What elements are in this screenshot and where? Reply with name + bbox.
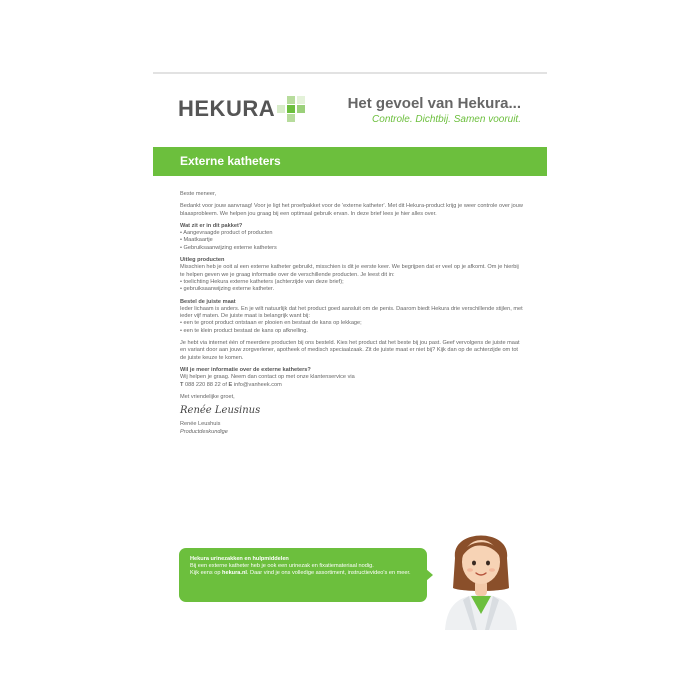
- banner-title: Externe katheters: [180, 154, 281, 168]
- products-heading: Uitleg producten: [180, 257, 225, 264]
- tagline-title: Het gevoel van Hekura...: [347, 95, 521, 112]
- signer-role: Productdeskundige: [180, 428, 228, 435]
- callout-text-end: . Daar vind je ons volledige assortiment, instructievideo's en meer.: [246, 570, 411, 576]
- email-label: E: [228, 381, 233, 388]
- logo-text: HEKURA: [178, 96, 276, 121]
- signer-name: Renée Leushuis: [180, 421, 221, 428]
- phone-number[interactable]: 088 220 88 22 of: [184, 381, 227, 388]
- title-banner: [153, 147, 547, 176]
- contact-line: [180, 382, 525, 389]
- callout-line2: [190, 570, 422, 577]
- package-heading: Wat zit er in dit pakket?: [180, 222, 243, 229]
- callout-bubble: [179, 548, 427, 602]
- callout-title: Hekura urinezakken en hulpmiddelen: [190, 556, 289, 562]
- top-divider: [153, 72, 547, 74]
- hekura-logo: [178, 96, 313, 122]
- products-list: [180, 279, 525, 294]
- logo-cross-icon: [277, 96, 313, 122]
- list-item: • Gebruiksaanwijzing externe katheters: [180, 245, 525, 252]
- letter-page: [153, 70, 547, 640]
- list-item: • Aangevraagde product of producten: [180, 230, 525, 237]
- site-link[interactable]: hekura.nl: [222, 570, 247, 576]
- tagline: [348, 95, 521, 125]
- list-item: • gebruiksaanwijzing externe katheter.: [180, 286, 525, 293]
- list-item: • toelichting Hekura externe katheters (achterzijde van deze brief);: [180, 279, 525, 286]
- list-item: • Maatkaartje: [180, 237, 525, 244]
- info-heading: Wil je meer informatie over de externe katheters?: [180, 366, 311, 373]
- info-text: Wij helpen je graag. Neem dan contact op met onze klantenservice via: [180, 374, 355, 381]
- pharmacist-illustration: [441, 518, 521, 630]
- size-heading: Bestel de juiste maat: [180, 298, 236, 305]
- email-address[interactable]: info@vanheek.com: [233, 381, 282, 388]
- order-paragraph: Je hebt via internet één of meerdere producten bij ons besteld. Kies het product dat het beste bij jou past. Geef vervolgens de juiste maat en variant door aan jouw zorgverlener, apotheek of medisch speciaalzaak. Zit de juiste maat er niet bij? Kijk dan op de achterzijde om tot de juiste keuze te komen.: [180, 340, 520, 361]
- signature: Renée Leusinus: [180, 405, 261, 417]
- greeting: Beste meneer,: [180, 191, 217, 197]
- size-list: [180, 320, 525, 335]
- bubble-tail: [426, 569, 433, 581]
- callout-line1: Bij een externe katheter heb je ook een urinezak en fixatiemateriaal nodig.: [190, 563, 374, 569]
- closing: Met vriendelijke groet,: [180, 393, 235, 400]
- phone-label: T: [180, 381, 184, 388]
- callout-text: Kijk eens op: [190, 570, 221, 576]
- list-item: • een te groot product ontstaan er plooien en bestaat de kans op lekkage;: [180, 320, 525, 327]
- letter-body: [180, 191, 525, 436]
- products-paragraph: Misschien heb je ooit al een externe katheter gebruikt, misschien is dit je eerste keer. We begrijpen dat er veel op je afkomt. Om je hierbij te helpen geven we je graag informatie over de verschillende producten. Je leest dit in:: [180, 264, 519, 278]
- tagline-subtitle: Controle. Dichtbij. Samen vooruit.: [372, 114, 521, 125]
- intro-paragraph: Bedankt voor jouw aanvraag! Voor je ligt het proefpakket voor de 'externe katheter'. Met dit Hekura-product krijg je weer controle over jouw blaasprobleem. We helpen jou graag bij een optimaal gebruik ervan. In deze brief lees je hier alles over.: [180, 203, 523, 217]
- size-paragraph: Ieder lichaam is anders. En je wilt natuurlijk dat het product goed aansluit om de penis. Daarom biedt Hekura drie verschillende stijlen, met ieder vijf maten. De juiste maat is belangrijk want bij:: [180, 305, 523, 320]
- list-item: • een te klein product bestaat de kans op afknelling.: [180, 328, 525, 335]
- package-list: [180, 230, 525, 252]
